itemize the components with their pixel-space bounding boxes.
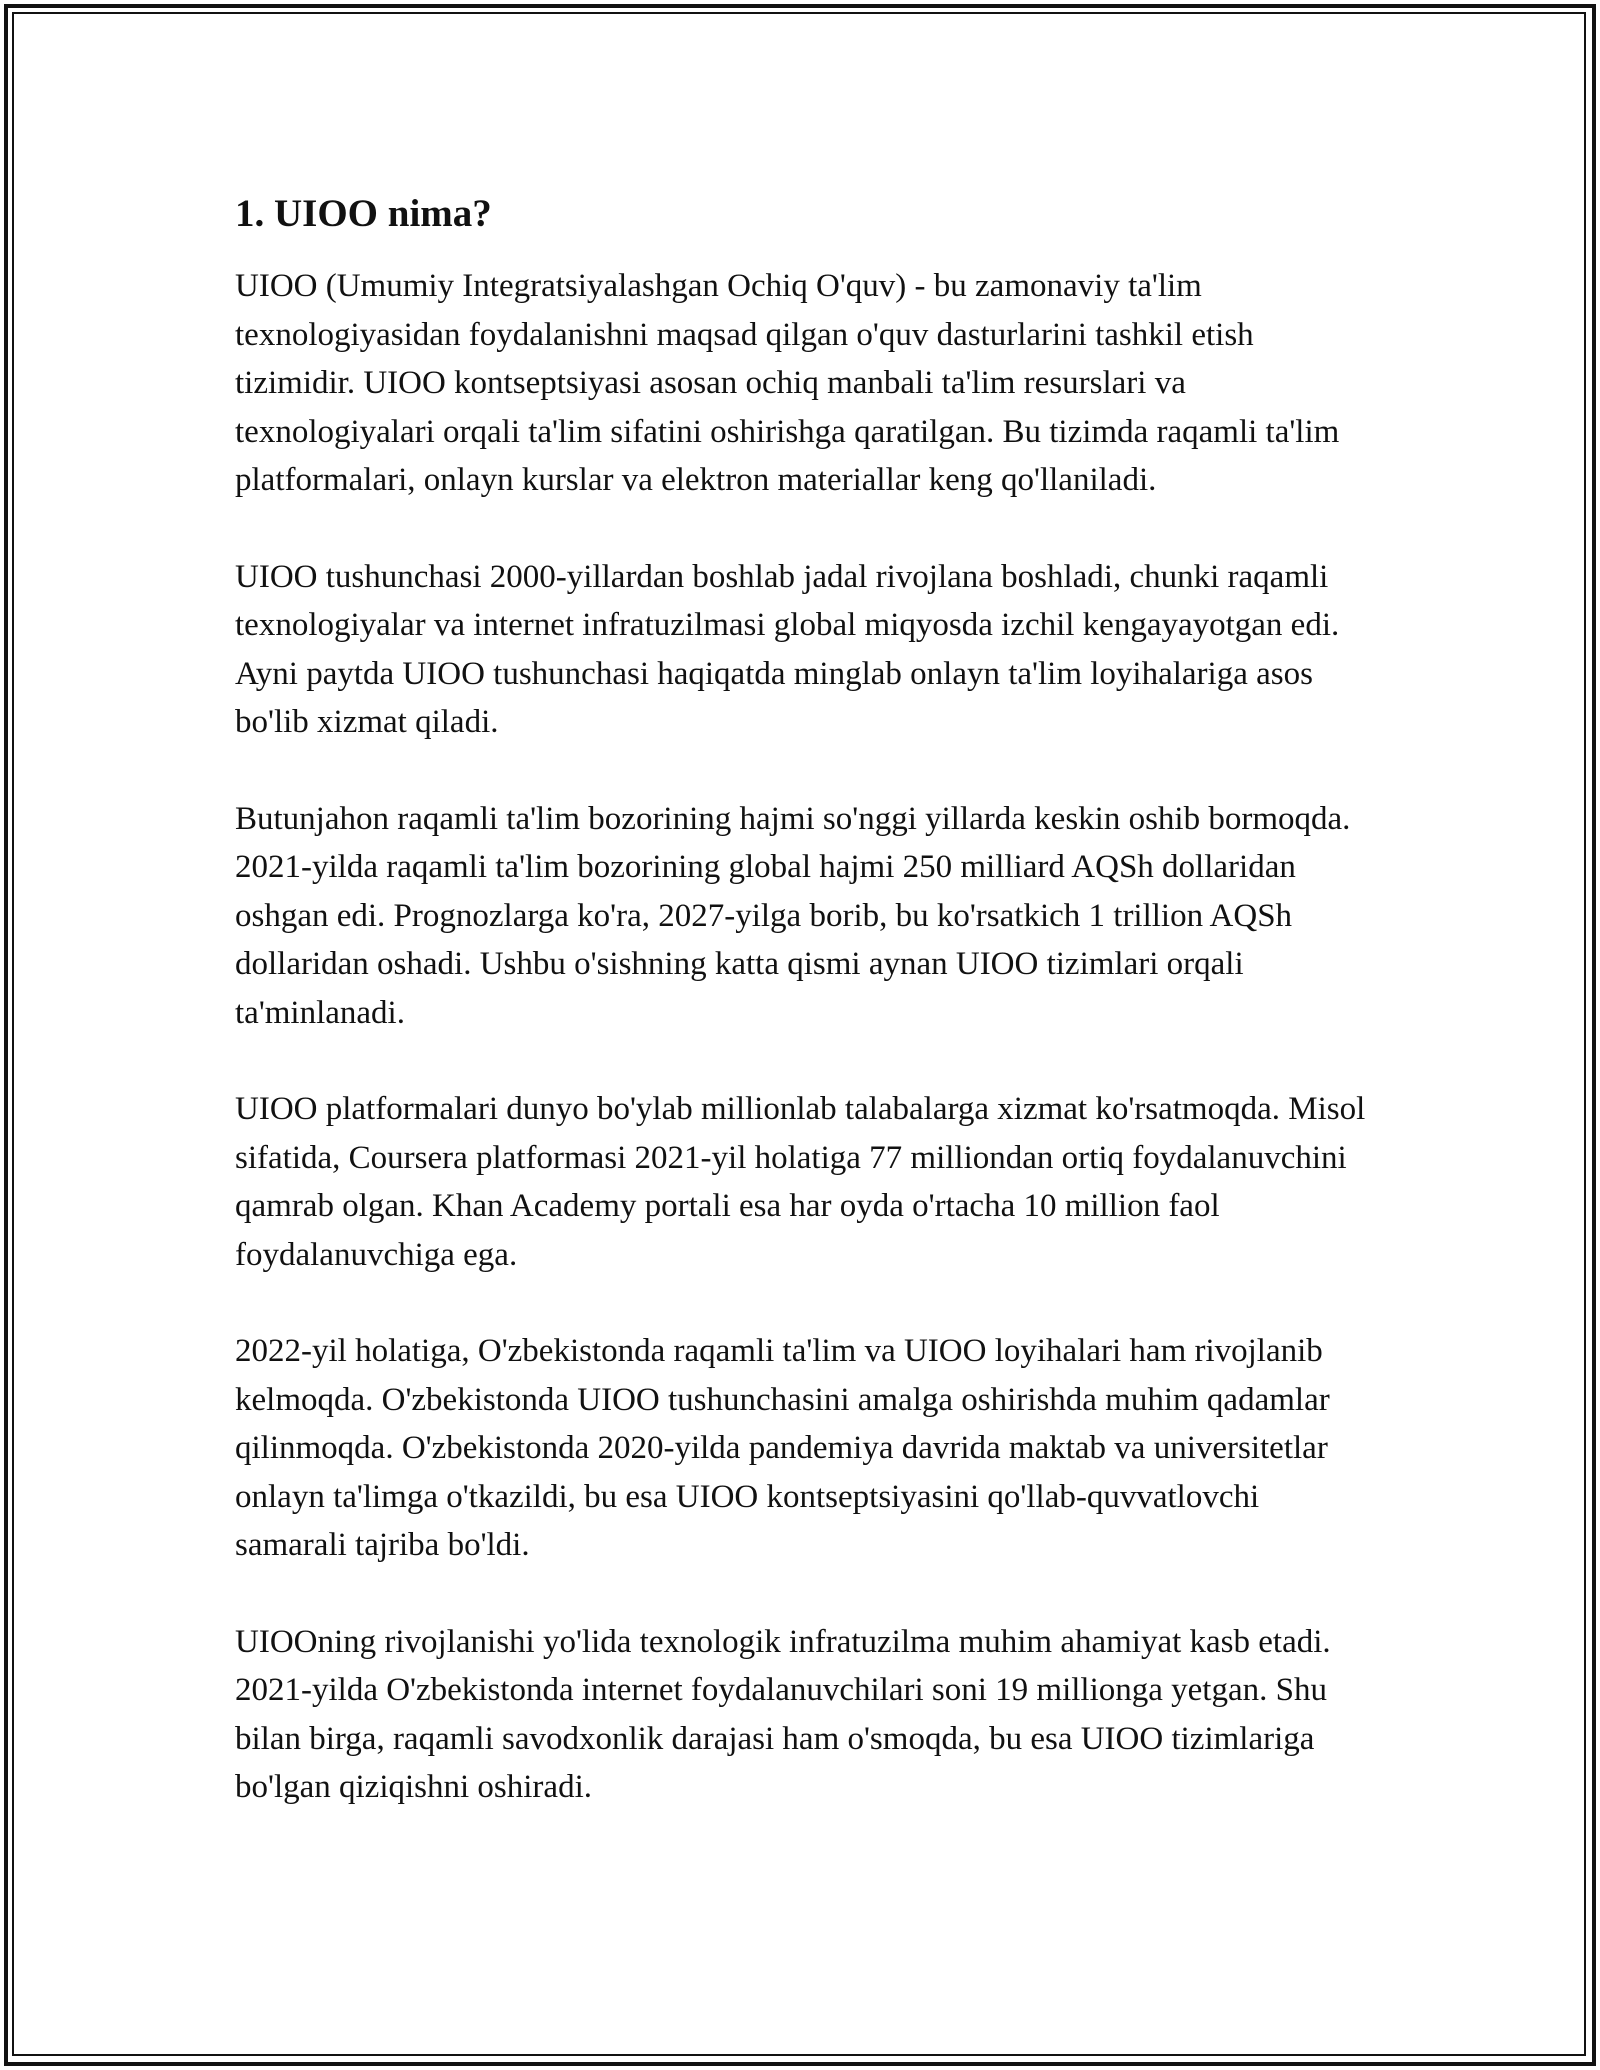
section-heading: 1. UIOO nima? — [235, 192, 492, 235]
paragraph-definition: UIOO (Umumiy Integratsiyalashgan Ochiq O'quv) - bu zamonaviy ta'lim texnologiyasidan foydalanishni maqsad qilgan o'quv dasturlarini tashkil etish tizimidir. UIOO kontseptsiyasi asosan ochiq manbali ta'lim resurslari va texnologiyalari orqali ta'lim sifatini oshirishga qaratilgan. Bu tizimda raqamli ta'lim platformalari, onlayn kurslar va elektron materiallar keng qo'llaniladi. — [235, 268, 1340, 498]
document-body — [235, 188, 1375, 1812]
paragraph-platforms: UIOO platformalari dunyo bo'ylab millionlab talabalarga xizmat ko'rsatmoqda. Misol sifatida, Coursera platformasi 2021-yil holatiga 77 milliondan ortiq foydalanuvchini qamrab olgan. Khan Academy portali esa har oyda o'rtacha 10 million faol foydalanuvchiga ega. — [235, 1091, 1366, 1273]
paragraph-infrastructure: UIOOning rivojlanishi yo'lida texnologik infratuzilma muhim ahamiyat kasb etadi. 2021-yilda O'zbekistonda internet foydalanuvchilari soni 19 millionga yetgan. Shu bilan birga, raqamli savodxonlik darajasi ham o'smoqda, bu esa UIOO tizimlariga bo'lgan qiziqishni oshiradi. — [235, 1623, 1331, 1805]
paragraph-uzbekistan: 2022-yil holatiga, O'zbekistonda raqamli ta'lim va UIOO loyihalari ham rivojlanib kelmoqda. O'zbekistonda UIOO tushunchasini amalga oshirishda muhim qadamlar qilinmoqda. O'zbekistonda 2020-yilda pandemiya davrida maktab va universitetlar onlayn ta'limga o'tkazildi, bu esa UIOO kontseptsiyasini qo'llab-quvvatlovchi samarali tajriba bo'ldi. — [235, 1333, 1330, 1563]
paragraph-history: UIOO tushunchasi 2000-yillardan boshlab jadal rivojlana boshladi, chunki raqamli texnologiyalar va internet infratuzilmasi global miqyosda izchil kengayayotgan edi. Ayni paytda UIOO tushunchasi haqiqatda minglab onlayn ta'lim loyihalariga asos bo'lib xizmat qiladi. — [235, 558, 1340, 740]
paragraph-market-size: Butunjahon raqamli ta'lim bozorining hajmi so'nggi yillarda keskin oshib bormoqda. 2021-yilda raqamli ta'lim bozorining global hajmi 250 milliard AQSh dollaridan oshgan edi. Prognozlarga ko'ra, 2027-yilga borib, bu ko'rsatkich 1 trillion AQSh dollaridan oshadi. Ushbu o'sishning katta qismi aynan UIOO tizimlari orqali ta'minlanadi. — [235, 800, 1351, 1031]
